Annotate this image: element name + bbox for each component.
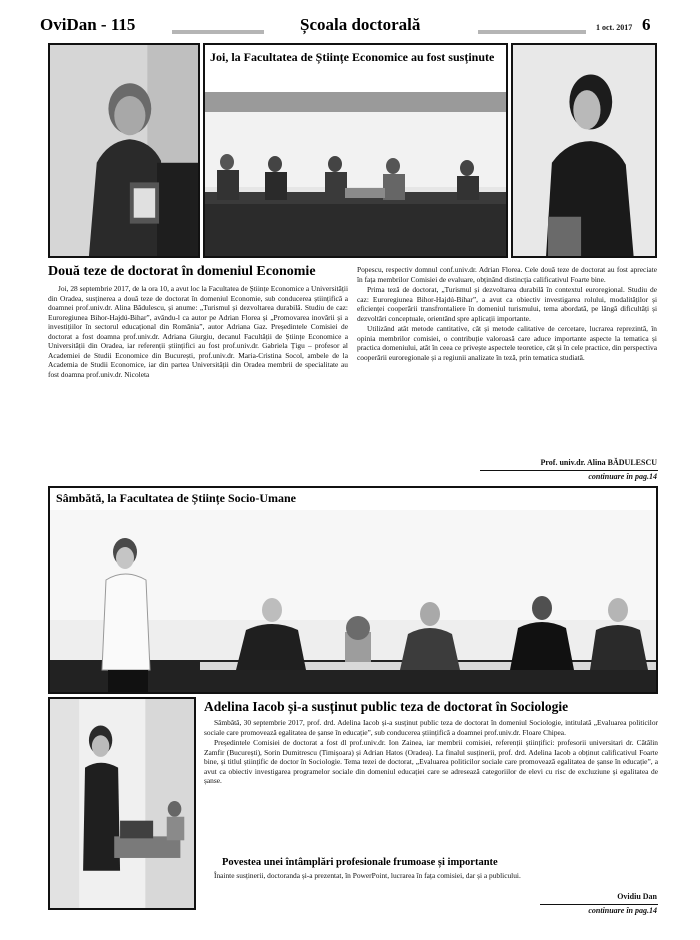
article1-col2-p3: Utilizând atât metode cantitative, cât și metode calitative de cercetare, lucrarea reprezintă, în opinia membrilor comisiei, o contribuție valoroasă care aduce importante aspecte la tematica și practica domeniului, atât în ceea ce privește aspectele teoretice, cât și în cele practice, din perspectiva cooperării euroregionale și a regiunii analizate în teză, prin tematica studiată. <box>357 324 657 362</box>
page-number: 6 <box>642 15 651 34</box>
article2-p3: Înainte susținerii, doctoranda și-a prezentat, în PowerPoint, lucrarea în fața comisiei, dar și a publicului. <box>214 871 521 880</box>
article1-col1-text: Joi, 28 septembrie 2017, de la ora 10, a avut loc la Facultatea de Științe Economice a Universității din Oradea, susținerea a două teze de doctorat în domeniul Economie, sub conducerea științifică a doamnei prof.univ.dr. Alina Bădulescu, și anume: „Turismul și dezvoltarea durabilă. Studiu de caz: Euroregiunea Bihor-Hajdú-Bihar”, avându-l ca autor pe Adrian Florea și „Promovarea inovării și a investițiilor în sectorul educațional din România”, autor Adriana Gaz. Președintele Comisiei de doctorat a fost doamna prof.univ.dr. Adriana Giurgiu, decanul Facultății de Științe Economice a Universității din Oradea, iar referenții științifici au fost prof.univ.dr. Gabriela Țigu – profesor al Academiei de Studii Economice din București, prof.univ.dr. Maria-Cristina Socol, ambele de la Academia de Studii Economice, iar din partea Universității din Oradea membrii de specialitate au fost doamna prof.univ.dr. Nicoleta <box>48 284 348 379</box>
section-title: Școala doctorală <box>300 15 421 34</box>
photo-speaker-right <box>511 43 657 258</box>
article1-col2 <box>357 265 657 363</box>
article1-col2-p1 <box>357 265 657 284</box>
article2-body-end <box>204 871 658 882</box>
article2-body <box>204 718 658 787</box>
middle-caption: Sâmbătă, la Facultatea de Științe Socio-Umane <box>56 491 296 505</box>
article2-p1: Sâmbătă, 30 septembrie 2017, prof. drd. Adelina Iacob și-a susținut public teza de doctorat în domeniul Sociologie, intitulată „Evaluarea politicilor sociale care promovează egalitatea de șanse în educație”, sub conducerea științifică a doamnei prof.univ.dr. Floare Chipea. <box>204 718 658 737</box>
publication-name: OviDan - 115 <box>40 15 136 34</box>
header-rule-left <box>172 30 264 34</box>
article1-signature-rule <box>480 470 658 471</box>
article2-signature-rule <box>540 904 658 905</box>
top-caption: Joi, la Facultatea de Științe Economice au fost susținute <box>210 50 495 64</box>
article2-title: Adelina Iacob și-a susținut public teza de doctorat în Sociologie <box>204 699 569 714</box>
article1-col1 <box>48 284 348 380</box>
article1-title: Două teze de doctorat în domeniul Economie <box>48 264 316 279</box>
photo-panel-sociology <box>50 510 656 692</box>
article2-continued: continuare în pag.14 <box>588 906 657 915</box>
issue-date: 1 oct. 2017 <box>596 23 633 32</box>
article1-col2-p2: Prima teză de doctorat, „Turismul și dezvoltarea durabilă în contextul euroregional. Studiu de caz: Euroregiunea Bihor-Hajdú-Bihar”, a avut ca obiectiv investigarea rolului, modalităților și eficienței cooperării transfrontaliere în domeniul turismului, tema abordată, pe lângă dificultăți și dezvoltări conceptuale, orientând spre aplicații importante. <box>357 285 657 323</box>
article2-subhead: Povestea unei întâmplări profesionale frumoase și importante <box>222 857 498 868</box>
article1-continued: continuare în pag.14 <box>588 472 657 481</box>
header-rule-right <box>478 30 586 34</box>
article2-p2: Președintele Comisiei de doctorat a fost dl prof.univ.dr. Ion Zainea, iar membrii comisiei, referenții științifici: profesorii universitari dr. Cătălin Zamfir (București), Sorin Dumitrescu (Timișoara) și Adrian Hatos (Oradea). La finalul susținerii, prof. drd. Adelina Iacob a obținut calificativul Foarte bine, și titlul științific de doctor în Sociologie. Tema tezei de doctorat, „Evaluarea politicilor sociale care promovează egalitatea de șanse în educație”, a avut ca obiectiv investigarea programelor sociale din domeniul educației care se adresează categoriilor de elevi cu risc de excluziune și egalitatea de șanse. <box>204 738 658 785</box>
article2-signature: Ovidiu Dan <box>617 892 657 901</box>
photo-panel-economics <box>205 92 506 256</box>
article1-col2-p1-text: Popescu, respectiv domnul conf.univ.dr. Adrian Florea. Cele două teze de doctorat au fost apreciate în fața membrilor Comisiei de evaluare, obținând distincția calificativul Foarte bine. <box>357 265 657 284</box>
photo-defense-portrait <box>48 697 196 910</box>
photo-speaker-left <box>48 43 200 258</box>
article1-signature: Prof. univ.dr. Alina BĂDULESCU <box>540 458 657 467</box>
